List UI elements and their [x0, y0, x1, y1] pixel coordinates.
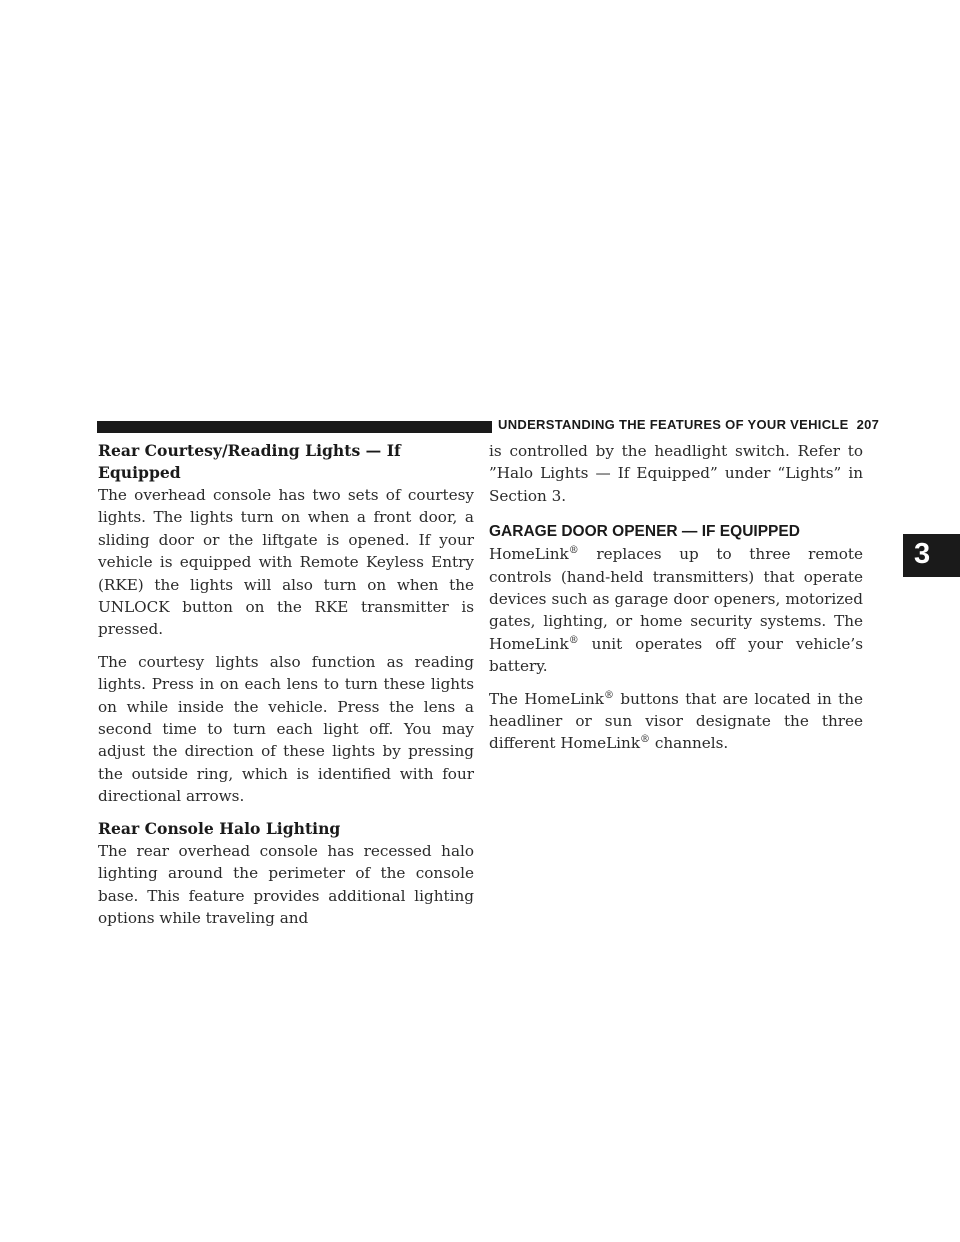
page-number: 207: [856, 417, 880, 432]
section-heading-garage-door: GARAGE DOOR OPENER — IF EQUIPPED: [489, 523, 800, 541]
text-run: The HomeLink: [489, 689, 604, 708]
text-run: replaces up to three remote controls (hand-held transmitters) that operate devices such as garage door openers, motorized gates, lighting, or home security systems. The HomeLink: [489, 545, 863, 653]
left-column: [98, 440, 474, 939]
paragraph-continued: is controlled by the headlight switch. Refer to ”Halo Lights — If Equipped” under “Lights” in Section 3.: [489, 442, 863, 505]
paragraph: The rear overhead console has recessed halo lighting around the perimeter of the console base. This feature provides additional lighting options while traveling and: [98, 841, 474, 927]
registered-mark: ®: [568, 545, 579, 557]
subheading-halo-lighting: Rear Console Halo Lighting: [98, 818, 341, 838]
paragraph-homelink-intro: [489, 543, 863, 677]
text-run: buttons that are located in the headliner or sun visor designate the three different HomeLink: [489, 689, 863, 753]
subheading-courtesy-lights: Rear Courtesy/Reading Lights — If Equipped: [98, 441, 401, 482]
text-run: unit operates off your vehicle’s battery.: [489, 634, 863, 676]
registered-mark: ®: [604, 689, 614, 701]
paragraph-homelink-buttons: [489, 688, 863, 755]
right-column: [489, 440, 863, 765]
chapter-tab: [903, 534, 960, 577]
text-run: channels.: [650, 734, 729, 753]
registered-mark: ®: [640, 734, 651, 746]
chapter-number: 3: [914, 538, 931, 570]
header-rule: [97, 421, 492, 433]
paragraph: The courtesy lights also function as reading lights. Press in on each lens to turn these lights on while inside the vehicle. Press the lens a second time to turn each light off. You may adjust the direction of these lights by pressing the outside ring, which is identified with four directional arrows.: [98, 652, 474, 806]
text-run: HomeLink: [489, 545, 569, 564]
running-header: [498, 417, 879, 432]
paragraph: The overhead console has two sets of courtesy lights. The lights turn on when a front door, a sliding door or the liftgate is opened. If your vehicle is equipped with Remote Keyless Entry (RKE) the lights will also turn on when the UNLOCK button on the RKE transmitter is pressed.: [98, 486, 474, 639]
header-title: UNDERSTANDING THE FEATURES OF YOUR VEHICLE: [498, 417, 849, 432]
registered-mark: ®: [568, 634, 579, 646]
